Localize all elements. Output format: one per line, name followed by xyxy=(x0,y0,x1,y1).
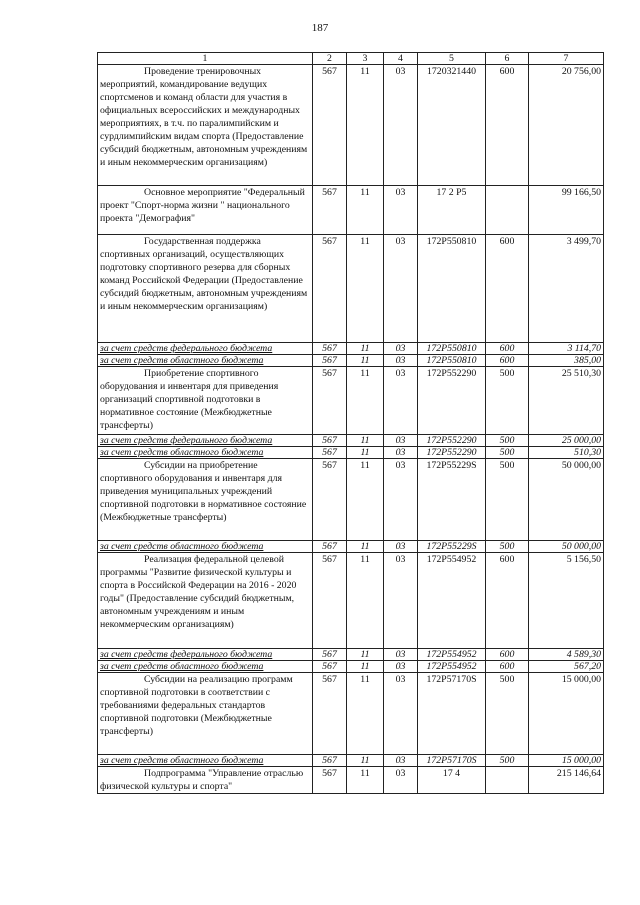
row-name-cell: Субсидии на реализацию программ спортивной подготовки в соответствии с требованиями федеральных стандартов спортивной подготовки (Межбюджетные трансферты) xyxy=(98,673,313,755)
amount-cell: 99 166,50 xyxy=(529,186,604,235)
target-article-cell: 172Р552290 xyxy=(418,447,486,459)
expense-type-cell: 500 xyxy=(486,435,529,447)
ministry-code-cell: 567 xyxy=(313,649,347,661)
column-header: 6 xyxy=(486,53,529,65)
expense-type-cell: 500 xyxy=(486,447,529,459)
amount-cell: 3 499,70 xyxy=(529,235,604,343)
section-code-cell: 11 xyxy=(347,367,384,435)
amount-cell: 15 000,00 xyxy=(529,755,604,767)
row-name-cell: Государственная поддержка спортивных организаций, осуществляющих подготовку спортивного резерва для сборных команд Российской Федерации (Предоставление субсидий бюджетным, автономным учреждениям и иным некоммерческим организациям) xyxy=(98,235,313,343)
column-header: 5 xyxy=(418,53,486,65)
ministry-code-cell: 567 xyxy=(313,186,347,235)
table-row xyxy=(98,459,604,541)
ministry-code-cell: 567 xyxy=(313,65,347,186)
amount-cell: 567,20 xyxy=(529,661,604,673)
target-article-cell: 172Р550810 xyxy=(418,235,486,343)
table-row xyxy=(98,235,604,343)
ministry-code-cell: 567 xyxy=(313,355,347,367)
target-article-cell: 172Р554952 xyxy=(418,649,486,661)
section-code-cell: 11 xyxy=(347,755,384,767)
row-name-cell: Основное мероприятие "Федеральный проект "Спорт-норма жизни " национального проекта "Демография" xyxy=(98,186,313,235)
expense-type-cell: 600 xyxy=(486,661,529,673)
ministry-code-cell: 567 xyxy=(313,755,347,767)
subsection-code-cell: 03 xyxy=(384,755,418,767)
subsection-code-cell: 03 xyxy=(384,235,418,343)
target-article-cell: 172Р55229S xyxy=(418,459,486,541)
subsection-code-cell: 03 xyxy=(384,343,418,355)
column-header: 1 xyxy=(98,53,313,65)
funding-source-row xyxy=(98,649,604,661)
section-code-cell: 11 xyxy=(347,649,384,661)
target-article-cell: 1720321440 xyxy=(418,65,486,186)
target-article-cell: 17 4 xyxy=(418,767,486,794)
amount-cell: 3 114,70 xyxy=(529,343,604,355)
expense-type-cell: 600 xyxy=(486,235,529,343)
table-row xyxy=(98,767,604,794)
ministry-code-cell: 567 xyxy=(313,459,347,541)
ministry-code-cell: 567 xyxy=(313,673,347,755)
column-header: 4 xyxy=(384,53,418,65)
target-article-cell: 172Р554952 xyxy=(418,553,486,649)
funding-source-row xyxy=(98,343,604,355)
funding-source-row xyxy=(98,355,604,367)
amount-cell: 215 146,64 xyxy=(529,767,604,794)
row-name-cell: за счет средств областного бюджета xyxy=(98,355,313,367)
section-code-cell: 11 xyxy=(347,447,384,459)
funding-source-row xyxy=(98,661,604,673)
expense-type-cell: 500 xyxy=(486,541,529,553)
amount-cell: 25 000,00 xyxy=(529,435,604,447)
expense-type-cell: 500 xyxy=(486,459,529,541)
section-code-cell: 11 xyxy=(347,235,384,343)
ministry-code-cell: 567 xyxy=(313,767,347,794)
row-name-cell: за счет средств областного бюджета xyxy=(98,661,313,673)
section-code-cell: 11 xyxy=(347,541,384,553)
subsection-code-cell: 03 xyxy=(384,355,418,367)
amount-cell: 510,30 xyxy=(529,447,604,459)
ministry-code-cell: 567 xyxy=(313,661,347,673)
section-code-cell: 11 xyxy=(347,435,384,447)
funding-source-row xyxy=(98,447,604,459)
page-number: 187 xyxy=(311,22,329,34)
table-row xyxy=(98,186,604,235)
section-code-cell: 11 xyxy=(347,673,384,755)
amount-cell: 50 000,00 xyxy=(529,541,604,553)
target-article-cell: 17 2 Р5 xyxy=(418,186,486,235)
row-name-cell: за счет средств федерального бюджета xyxy=(98,343,313,355)
subsection-code-cell: 03 xyxy=(384,661,418,673)
table-row xyxy=(98,553,604,649)
subsection-code-cell: 03 xyxy=(384,367,418,435)
amount-cell: 25 510,30 xyxy=(529,367,604,435)
expense-type-cell: 600 xyxy=(486,65,529,186)
expense-type-cell: 600 xyxy=(486,553,529,649)
section-code-cell: 11 xyxy=(347,186,384,235)
expense-type-cell: 500 xyxy=(486,673,529,755)
budget-table xyxy=(97,52,604,794)
ministry-code-cell: 567 xyxy=(313,235,347,343)
funding-source-row xyxy=(98,541,604,553)
section-code-cell: 11 xyxy=(347,355,384,367)
subsection-code-cell: 03 xyxy=(384,767,418,794)
ministry-code-cell: 567 xyxy=(313,541,347,553)
subsection-code-cell: 03 xyxy=(384,186,418,235)
subsection-code-cell: 03 xyxy=(384,435,418,447)
ministry-code-cell: 567 xyxy=(313,343,347,355)
amount-cell: 385,00 xyxy=(529,355,604,367)
row-name-cell: Реализация федеральной целевой программы "Развитие физической культуры и спорта в Российской Федерации на 2016 - 2020 годы" (Предоставление субсидий бюджетным, автономным учреждениям и иным некоммерческим организациям) xyxy=(98,553,313,649)
target-article-cell: 172Р57170S xyxy=(418,673,486,755)
subsection-code-cell: 03 xyxy=(384,459,418,541)
target-article-cell: 172Р552290 xyxy=(418,435,486,447)
amount-cell: 4 589,30 xyxy=(529,649,604,661)
amount-cell: 5 156,50 xyxy=(529,553,604,649)
row-name-cell: Субсидии на приобретение спортивного оборудования и инвентаря для приведения муниципальных учреждений спортивной подготовки в нормативное состояние (Межбюджетные трансферты) xyxy=(98,459,313,541)
amount-cell: 15 000,00 xyxy=(529,673,604,755)
target-article-cell: 172Р57170S xyxy=(418,755,486,767)
row-name-cell: Проведение тренировочных мероприятий, командирование ведущих спортсменов и команд области для участия в официальных всероссийских и международных мероприятиях, в т.ч. по паралимпийским и сурдлимпийским видам спорта (Предоставление субсидий бюджетным, автономным учреждениям и иным некоммерческим организациям) xyxy=(98,65,313,186)
row-name-cell: за счет средств областного бюджета xyxy=(98,541,313,553)
section-code-cell: 11 xyxy=(347,661,384,673)
ministry-code-cell: 567 xyxy=(313,435,347,447)
row-name-cell: Подпрограмма "Управление отраслью физической культуры и спорта" xyxy=(98,767,313,794)
column-header: 3 xyxy=(347,53,384,65)
expense-type-cell: 500 xyxy=(486,367,529,435)
row-name-cell: за счет средств областного бюджета xyxy=(98,755,313,767)
amount-cell: 50 000,00 xyxy=(529,459,604,541)
section-code-cell: 11 xyxy=(347,459,384,541)
expense-type-cell: 500 xyxy=(486,755,529,767)
ministry-code-cell: 567 xyxy=(313,447,347,459)
target-article-cell: 172Р554952 xyxy=(418,661,486,673)
column-header: 2 xyxy=(313,53,347,65)
subsection-code-cell: 03 xyxy=(384,553,418,649)
subsection-code-cell: 03 xyxy=(384,447,418,459)
subsection-code-cell: 03 xyxy=(384,65,418,186)
subsection-code-cell: 03 xyxy=(384,649,418,661)
column-header: 7 xyxy=(529,53,604,65)
target-article-cell: 172Р552290 xyxy=(418,367,486,435)
expense-type-cell: 600 xyxy=(486,649,529,661)
funding-source-row xyxy=(98,755,604,767)
expense-type-cell: 600 xyxy=(486,355,529,367)
table-row xyxy=(98,367,604,435)
row-name-cell: за счет средств федерального бюджета xyxy=(98,649,313,661)
section-code-cell: 11 xyxy=(347,767,384,794)
expense-type-cell xyxy=(486,186,529,235)
target-article-cell: 172Р550810 xyxy=(418,355,486,367)
section-code-cell: 11 xyxy=(347,553,384,649)
subsection-code-cell: 03 xyxy=(384,541,418,553)
target-article-cell: 172Р550810 xyxy=(418,343,486,355)
header-row xyxy=(98,53,604,65)
ministry-code-cell: 567 xyxy=(313,367,347,435)
target-article-cell: 172Р55229S xyxy=(418,541,486,553)
amount-cell: 20 756,00 xyxy=(529,65,604,186)
row-name-cell: Приобретение спортивного оборудования и инвентаря для приведения организаций спортивной подготовки в нормативное состояние (Межбюджетные трансферты) xyxy=(98,367,313,435)
subsection-code-cell: 03 xyxy=(384,673,418,755)
row-name-cell: за счет средств областного бюджета xyxy=(98,447,313,459)
section-code-cell: 11 xyxy=(347,343,384,355)
row-name-cell: за счет средств федерального бюджета xyxy=(98,435,313,447)
expense-type-cell: 600 xyxy=(486,343,529,355)
funding-source-row xyxy=(98,435,604,447)
table-row xyxy=(98,673,604,755)
table-row xyxy=(98,65,604,186)
expense-type-cell xyxy=(486,767,529,794)
ministry-code-cell: 567 xyxy=(313,553,347,649)
section-code-cell: 11 xyxy=(347,65,384,186)
